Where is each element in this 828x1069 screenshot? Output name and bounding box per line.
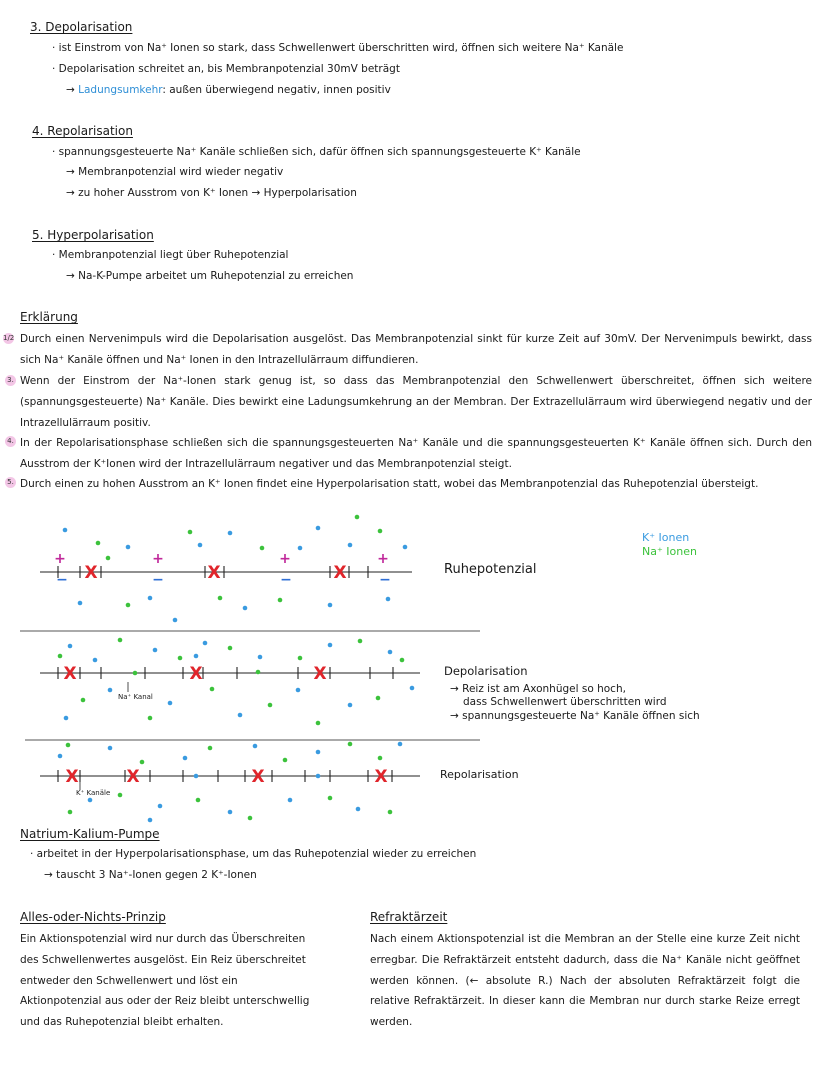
na-ion-dot [133, 671, 138, 676]
k-ion-dot [243, 606, 248, 611]
k-ion-dot [348, 543, 353, 548]
label-repolarisation: Repolarisation [440, 768, 519, 781]
k-ion-dot [168, 701, 173, 706]
na-ion-dot [355, 515, 360, 520]
label-k-kanaele: K⁺ Kanäle [76, 789, 111, 797]
k-ion-dot [194, 654, 199, 659]
label-ruhepotenzial: Ruhepotenzial [444, 562, 537, 577]
k-ion-dot [403, 545, 408, 550]
minus-sign: − [280, 572, 292, 588]
na-ion-dot [260, 546, 265, 551]
na-ion-dot [283, 758, 288, 763]
na-ion-dot [256, 670, 261, 675]
k-ion-dot [348, 703, 353, 708]
ladungsumkehr-desc: : außen überwiegend negativ, innen positiv [162, 84, 391, 96]
k-ion-dot [258, 655, 263, 660]
k-ion-dot [328, 643, 333, 648]
na-ion-dot [248, 816, 253, 821]
na-ion-dot [328, 796, 333, 801]
k-ion-dot [93, 658, 98, 663]
marker-4: 4. [5, 436, 16, 447]
label-depolarisation: Depolarisation [444, 664, 528, 678]
na-ion-dot [106, 556, 111, 561]
channel-x-depolarisation: X [313, 664, 327, 684]
k-ion-dot [148, 596, 153, 601]
k-ion-dot [328, 603, 333, 608]
na-ion-dot [58, 654, 63, 659]
legend-na-ions: Na⁺ Ionen [642, 545, 697, 558]
na-ion-dot [210, 687, 215, 692]
ladungsumkehr-term: Ladungsumkehr [78, 84, 163, 96]
pump-sub-1-text: tauscht 3 Na⁺-Ionen gegen 2 K⁺-Ionen [56, 869, 257, 881]
na-ion-dot [140, 760, 145, 765]
k-ion-dot [108, 746, 113, 751]
na-ion-dot [188, 530, 193, 535]
k-ion-dot [238, 713, 243, 718]
plus-sign: + [279, 551, 291, 567]
erklaerung-paragraph-4: Durch einen zu hohen Ausstrom an K⁺ Ionen findet eine Hyperpolarisation statt, wobei das Membranpotenzial das Ruhepotenzial übersteigt. [20, 478, 759, 490]
k-ion-dot [173, 618, 178, 623]
hyperpolarisation-bullet-1: · Membranpotenzial liegt über Ruhepotenzial [52, 249, 289, 261]
channel-x-repolarisation: X [374, 767, 388, 787]
na-ion-dot [358, 639, 363, 644]
k-ion-dot [398, 742, 403, 747]
minus-sign: − [379, 572, 391, 588]
minus-sign: − [152, 572, 164, 588]
na-ion-dot [348, 742, 353, 747]
pump-title: Natrium-Kalium-Pumpe [20, 827, 160, 841]
na-ion-dot [228, 646, 233, 651]
na-ion-dot [126, 603, 131, 608]
na-ion-dot [208, 746, 213, 751]
k-ion-dot [63, 528, 68, 533]
k-ion-dot [78, 601, 83, 606]
na-ion-dot [298, 656, 303, 661]
k-ion-dot [158, 804, 163, 809]
k-ion-dot [68, 644, 73, 649]
repolarisation-sub-1: → Membranpotenzial wird wieder negativ [66, 166, 284, 178]
section-title-hyperpolarisation: 5. Hyperpolarisation [32, 228, 154, 242]
k-ion-dot [198, 543, 203, 548]
k-ion-dot [316, 526, 321, 531]
pump-sub-1: → tauscht 3 Na⁺-Ionen gegen 2 K⁺-Ionen [44, 869, 257, 881]
hyperpolarisation-sub-1: → Na-K-Pumpe arbeitet um Ruhepotenzial zu erreichen [66, 270, 354, 282]
k-ion-dot [183, 756, 188, 761]
k-ion-dot [153, 648, 158, 653]
k-ion-dot [386, 597, 391, 602]
channel-x-repolarisation: X [126, 767, 140, 787]
erklaerung-paragraph-1: Durch einen Nervenimpuls wird die Depolarisation ausgelöst. Das Membranpotenzial sinkt für kurze Zeit auf 30mV. Der Nervenimpuls bewirkt, dass sich Na⁺ Kanäle öffnen und Na⁺ Ionen in den Intrazellulärraum diffundieren. [20, 333, 812, 366]
k-ion-dot [88, 798, 93, 803]
channel-x-depolarisation: X [63, 664, 77, 684]
plus-sign: + [152, 551, 164, 567]
marker-3: 3. [5, 375, 16, 386]
depol-note-1: → Reiz ist am Axonhügel so hoch, [450, 683, 626, 695]
na-ion-dot [268, 703, 273, 708]
na-ion-dot [178, 656, 183, 661]
na-ion-dot [68, 810, 73, 815]
k-ion-dot [203, 641, 208, 646]
alles-oder-nichts-text: Ein Aktionspotenzial wird nur durch das Überschreiten des Schwellenwertes ausgelöst. Ein Reiz überschreitet entweder den Schwellenwert und löst ein Aktionpotenzial aus oder der Reiz bleibt unterschwellig und das Ruhepotenzial bleibt erhalten. [20, 933, 310, 1029]
refraktaerzeit-text: Nach einem Aktionspotenzial ist die Membran an der Stelle eine kurze Zeit nicht erregbar. Die Refraktärzeit entsteht dadurch, dass die Na⁺ Kanäle nicht geöffnet werden können. (← absolute R.) Nach der absoluten Refraktärzeit folgt die relative Refraktärzeit. In dieser kann die Membran nur durch starke Reize erregt werden. [370, 933, 800, 1029]
k-ion-dot [194, 774, 199, 779]
section-title-repolarisation: 4. Repolarisation [32, 124, 133, 138]
channel-x-repolarisation: X [251, 767, 265, 787]
refraktaerzeit-title: Refraktärzeit [370, 910, 448, 924]
na-ion-dot [378, 529, 383, 534]
marker-1-2: 1/2 [3, 334, 15, 342]
erklaerung-paragraph-3: In der Repolarisationsphase schließen sich die spannungsgesteuerten Na⁺ Kanäle und die spannungsgesteuerten K⁺ Kanäle öffnen sich. Durch den Ausstrom der K⁺Ionen wird der Intrazellulärraum negativer und das Membranpotenzial steigt. [20, 437, 812, 470]
na-ion-dot [218, 596, 223, 601]
marker-5: 5. [5, 477, 16, 488]
k-ion-dot [228, 531, 233, 536]
label-na-kanal: Na⁺ Kanal [118, 693, 153, 701]
na-ion-dot [278, 598, 283, 603]
depol-note-3: → spannungsgesteuerte Na⁺ Kanäle öffnen sich [450, 710, 700, 722]
na-ion-dot [118, 793, 123, 798]
k-ion-dot [228, 810, 233, 815]
erklaerung-title: Erklärung [20, 310, 78, 324]
k-ion-dot [410, 686, 415, 691]
na-ion-dot [81, 698, 86, 703]
depolarisation-bullet-2: · Depolarisation schreitet an, bis Membranpotenzial 30mV beträgt [52, 63, 400, 75]
channel-x-ruhepotenzial: X [84, 563, 98, 583]
plus-sign: + [54, 551, 66, 567]
repolarisation-sub-1-text: Membranpotenzial wird wieder negativ [78, 166, 284, 178]
channel-x-ruhepotenzial: X [207, 563, 221, 583]
channel-x-ruhepotenzial: X [333, 563, 347, 583]
k-ion-dot [296, 688, 301, 693]
k-ion-dot [288, 798, 293, 803]
depolarisation-sub: → Ladungsumkehr: außen überwiegend negativ, innen positiv [66, 84, 391, 96]
na-ion-dot [66, 743, 71, 748]
na-ion-dot [376, 696, 381, 701]
minus-sign: − [56, 572, 68, 588]
k-ion-dot [126, 545, 131, 550]
na-ion-dot [316, 721, 321, 726]
na-ion-dot [96, 541, 101, 546]
repolarisation-bullet-1: · spannungsgesteuerte Na⁺ Kanäle schließen sich, dafür öffnen sich spannungsgesteuerte K⁺ Kanäle [52, 146, 581, 158]
na-ion-dot [388, 810, 393, 815]
plus-sign: + [377, 551, 389, 567]
na-ion-dot [378, 756, 383, 761]
k-ion-dot [388, 650, 393, 655]
na-ion-dot [196, 798, 201, 803]
pump-bullet-1: · arbeitet in der Hyperpolarisationsphase, um das Ruhepotenzial wieder zu erreichen [30, 848, 477, 860]
na-ion-dot [148, 716, 153, 721]
k-ion-dot [253, 744, 258, 749]
repolarisation-sub-2: → zu hoher Ausstrom von K⁺ Ionen → Hyperpolarisation [66, 187, 357, 199]
na-ion-dot [400, 658, 405, 663]
k-ion-dot [316, 774, 321, 779]
repolarisation-sub-2-text: zu hoher Ausstrom von K⁺ Ionen → Hyperpolarisation [78, 187, 357, 199]
k-ion-dot [64, 716, 69, 721]
depolarisation-bullet-1: · ist Einstrom von Na⁺ Ionen so stark, dass Schwellenwert überschritten wird, öffnen sich weitere Na⁺ Kanäle [52, 42, 624, 54]
depol-note-2: dass Schwellenwert überschritten wird [463, 696, 667, 708]
channel-x-repolarisation: X [65, 767, 79, 787]
k-ion-dot [108, 688, 113, 693]
channel-x-depolarisation: X [189, 664, 203, 684]
k-ion-dot [148, 818, 153, 823]
erklaerung-paragraph-2: Wenn der Einstrom der Na⁺-Ionen stark genug ist, so dass das Membranpotenzial den Schwellenwert überschreitet, öffnen sich weitere (spannungsgesteuerte) Na⁺ Kanäle. Dies bewirkt eine Ladungsumkehrung an der Membran. Der Extrazellulärraum wird überwiegend negativ und der Intrazellulärraum positiv. [20, 375, 812, 429]
section-title-depolarisation: 3. Depolarisation [30, 20, 133, 34]
na-ion-dot [118, 638, 123, 643]
legend-k-ions: K⁺ Ionen [642, 531, 690, 544]
hyperpolarisation-sub-1-text: Na-K-Pumpe arbeitet um Ruhepotenzial zu erreichen [78, 270, 354, 282]
alles-oder-nichts-title: Alles-oder-Nichts-Prinzip [20, 910, 166, 924]
k-ion-dot [356, 807, 361, 812]
k-ion-dot [298, 546, 303, 551]
k-ion-dot [316, 750, 321, 755]
k-ion-dot [58, 754, 63, 759]
